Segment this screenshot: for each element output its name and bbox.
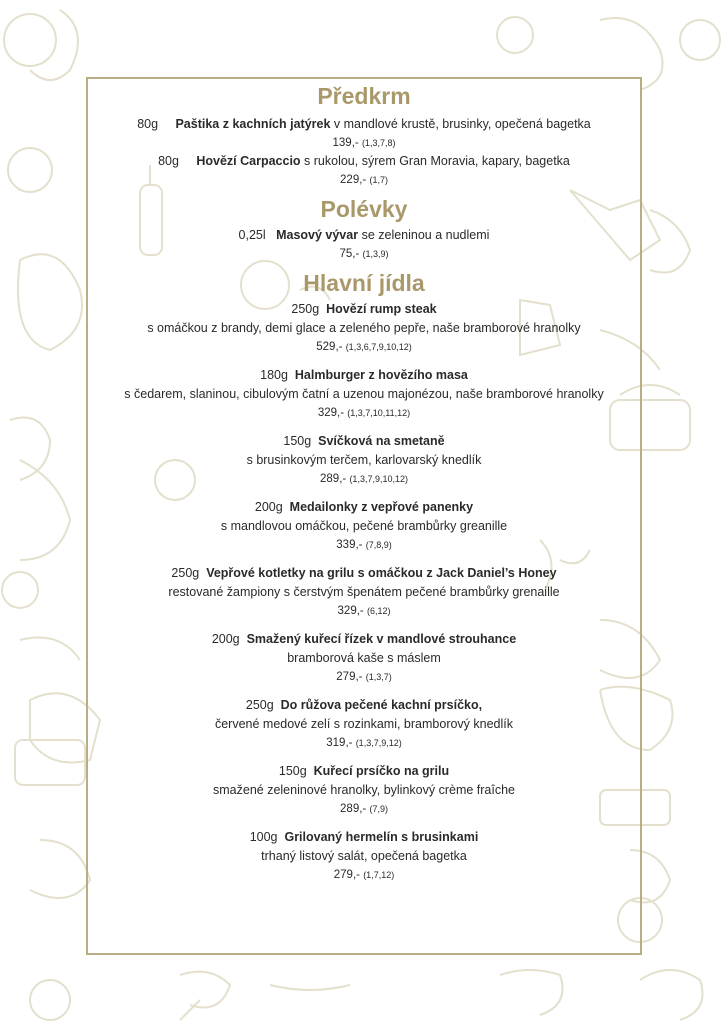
main-item-5 [88, 564, 640, 620]
item-allergens: (1,3,6,7,9,10,12) [345, 342, 412, 352]
item-desc: smažené zeleninové hranolky, bylinkový crème fraîche [213, 783, 515, 797]
item-name: Paštika z kachních jatýrek [175, 117, 331, 131]
item-allergens: (7,8,9) [365, 540, 392, 550]
item-allergens: (1,3,9) [362, 249, 389, 259]
main-item-2 [88, 366, 640, 422]
item-allergens: (1,3,7,8) [361, 138, 396, 148]
item-desc: červené medové zelí s rozinkami, bramborový knedlík [214, 717, 514, 731]
item-name: Hovězí rump steak [326, 302, 437, 316]
item-weight: 180g [260, 368, 288, 382]
soup-item-1 [88, 226, 640, 263]
item-desc: trhaný listový salát, opečená bagetka [261, 849, 467, 863]
section-title-soups: Polévky [320, 196, 408, 222]
main-item-6 [88, 630, 640, 686]
main-item-1 [88, 300, 640, 356]
item-allergens: (1,3,7,9,12) [355, 738, 402, 748]
item-price: 289,- [320, 473, 347, 485]
item-weight: 150g [278, 764, 307, 778]
item-allergens: (7,9) [369, 804, 388, 814]
item-name: Kuřecí prsíčko na grilu [313, 764, 450, 778]
main-item-7 [88, 696, 640, 752]
item-weight: 80g [137, 117, 159, 131]
item-price: 339,- [336, 539, 363, 551]
item-desc: bramborová kaše s máslem [287, 651, 441, 665]
item-name: Medailonky z vepřové panenky [289, 500, 474, 514]
item-name: Grilovaný hermelín s brusinkami [284, 830, 479, 844]
main-item-4 [88, 498, 640, 554]
item-desc: se zeleninou a nudlemi [358, 228, 490, 242]
item-allergens: (6,12) [366, 606, 391, 616]
section-title-mains: Hlavní jídla [303, 270, 425, 296]
item-desc: restované žampiony s čerstvým špenátem pečené brambůrky grenaille [168, 585, 560, 599]
item-price: 75,- [339, 248, 360, 260]
item-weight: 80g [158, 154, 179, 168]
item-allergens: (1,3,7,10,11,12) [347, 408, 411, 418]
item-desc: s omáčkou z brandy, demi glace a zeleného pepře, naše bramborové hranolky [147, 321, 581, 335]
item-allergens: (1,3,7) [365, 672, 392, 682]
item-allergens: (1,7,12) [363, 870, 395, 880]
item-name: Halmburger z hovězího masa [294, 368, 468, 382]
item-allergens: (1,3,7,9,10,12) [349, 474, 408, 484]
item-weight: 150g [283, 434, 312, 448]
item-weight: 200g [211, 632, 240, 646]
item-weight: 250g [171, 566, 200, 580]
item-desc: s mandlovou omáčkou, pečené brambůrky greanille [220, 519, 508, 533]
item-name: Hovězí Carpaccio [196, 154, 301, 168]
item-price: 329,- [317, 407, 345, 419]
item-weight: 100g [249, 830, 278, 844]
main-item-3 [88, 432, 640, 488]
item-weight: 250g [245, 698, 274, 712]
item-name: Smažený kuřecí řízek v mandlové strouhance [246, 632, 517, 646]
item-weight: 200g [254, 500, 283, 514]
item-weight: 250g [291, 302, 320, 316]
item-price: 289,- [340, 803, 367, 815]
item-price: 329,- [337, 605, 364, 617]
starter-item-1 [88, 115, 640, 152]
menu-content [88, 82, 640, 894]
item-price: 139,- [332, 137, 359, 149]
item-allergens: (1,7) [369, 175, 388, 185]
item-name: Do růžova pečené kachní prsíčko, [280, 698, 483, 712]
item-name: Svíčková na smetaně [318, 434, 445, 448]
item-desc: s čedarem, slaninou, cibulovým čatní a uzenou majonézou, naše bramborové hranolky [124, 387, 604, 401]
item-price: 319,- [326, 737, 353, 749]
main-item-8 [88, 762, 640, 818]
item-name: Masový vývar [276, 228, 359, 242]
starter-item-2 [88, 152, 640, 189]
section-title-starters: Předkrm [317, 83, 411, 109]
item-price: 529,- [316, 341, 343, 353]
item-name: Vepřové kotletky na grilu s omáčkou z Jack Daniel’s Honey [206, 566, 557, 580]
item-weight: 0,25l [238, 228, 266, 242]
item-desc: s rukolou, sýrem Gran Moravia, kapary, bagetka [300, 154, 570, 168]
item-desc: v mandlové krustě, brusinky, opečená bagetka [330, 117, 591, 131]
item-price: 279,- [333, 869, 360, 881]
item-price: 279,- [336, 671, 363, 683]
item-price: 229,- [340, 174, 367, 186]
main-item-9 [88, 828, 640, 884]
item-desc: s brusinkovým terčem, karlovarský knedlík [246, 453, 482, 467]
